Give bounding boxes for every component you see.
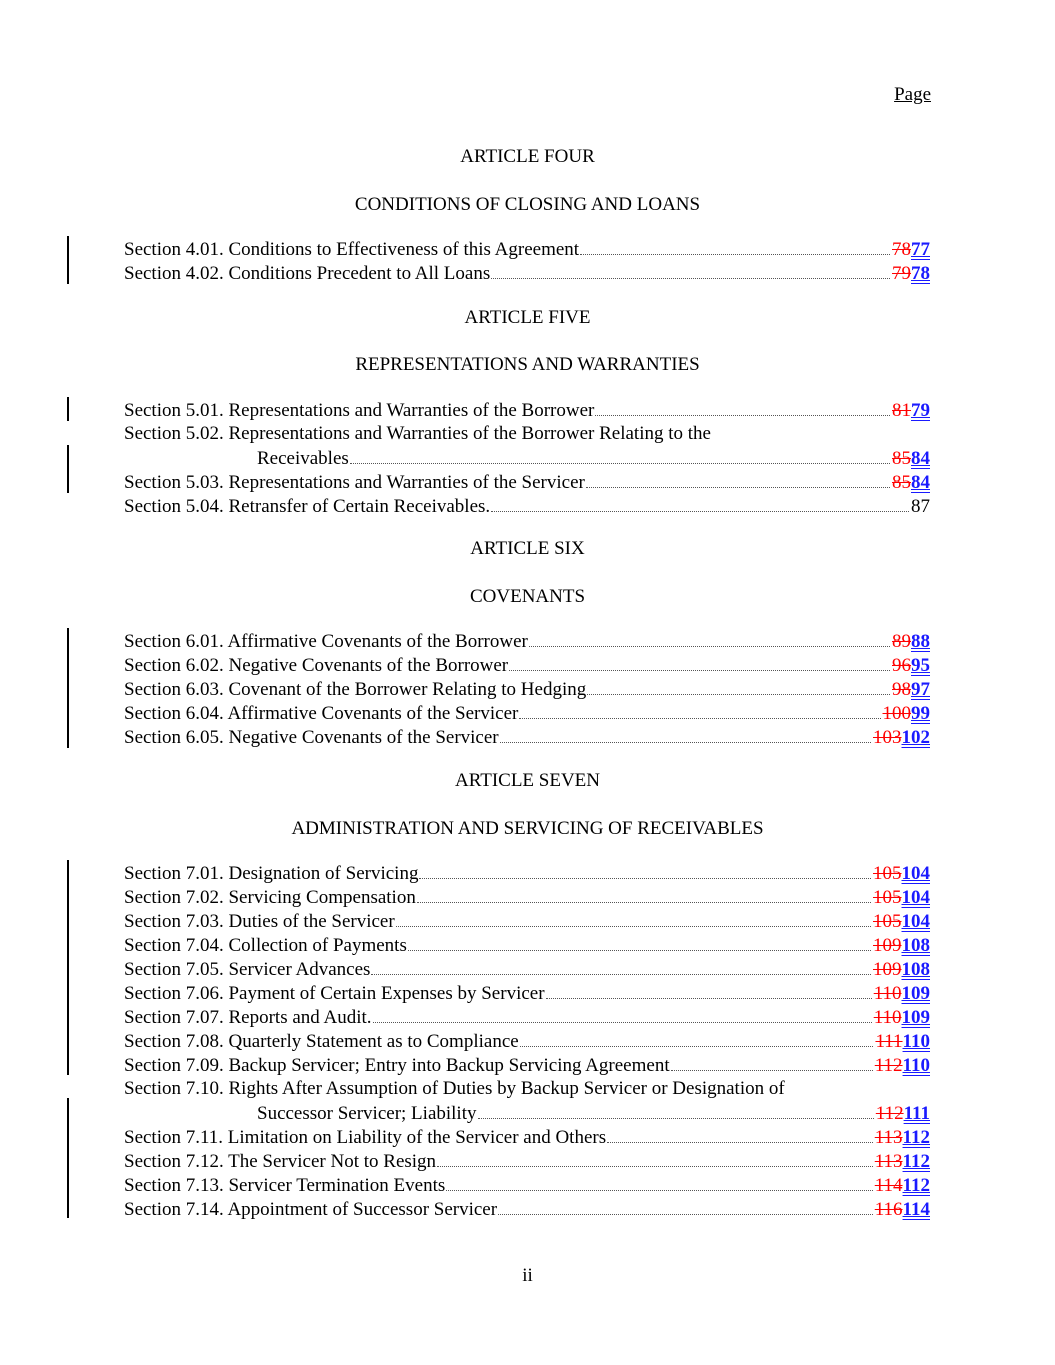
toc-entry-text: Section 6.04. Affirmative Covenants of the Servicer xyxy=(124,703,519,724)
inserted-page-number[interactable]: 77 xyxy=(911,239,930,260)
toc-entry[interactable] xyxy=(124,470,930,494)
dot-leader xyxy=(408,933,871,951)
dot-leader xyxy=(498,1197,873,1215)
dot-leader xyxy=(491,261,890,279)
inserted-page-number[interactable]: 111 xyxy=(903,1103,930,1124)
deleted-page-number: 100 xyxy=(882,703,911,724)
page-column-label: Page xyxy=(894,84,931,105)
dot-leader xyxy=(396,909,871,927)
inserted-page-number[interactable]: 95 xyxy=(911,655,930,676)
toc-entry[interactable] xyxy=(124,237,930,261)
toc-entry-text: Section 6.01. Affirmative Covenants of the Borrower xyxy=(124,631,528,652)
dot-leader xyxy=(371,957,871,975)
deleted-page-number: 105 xyxy=(873,887,902,908)
inserted-page-number[interactable]: 108 xyxy=(901,959,930,980)
toc-entry-text: Section 7.09. Backup Servicer; Entry into Backup Servicing Agreement xyxy=(124,1055,670,1076)
toc-entry[interactable] xyxy=(124,957,930,981)
inserted-page-number[interactable]: 88 xyxy=(911,631,930,652)
deleted-page-number: 114 xyxy=(874,1175,903,1196)
toc-entry-continuation[interactable] xyxy=(124,446,930,470)
dot-leader xyxy=(373,1005,872,1023)
deleted-page-number: 105 xyxy=(873,911,902,932)
deleted-page-number: 96 xyxy=(892,655,911,676)
dot-leader xyxy=(491,494,909,512)
inserted-page-number[interactable]: 84 xyxy=(911,472,930,493)
inserted-page-number[interactable]: 99 xyxy=(911,703,930,724)
toc-entry-text: Section 6.05. Negative Covenants of the Servicer xyxy=(124,727,499,748)
inserted-page-number[interactable]: 79 xyxy=(911,400,930,421)
toc-entry-text: Section 7.10. Rights After Assumption of Duties by Backup Servicer or Designation of xyxy=(124,1078,785,1099)
deleted-page-number: 79 xyxy=(892,263,911,284)
dot-leader xyxy=(520,1029,874,1047)
deleted-page-number: 89 xyxy=(892,631,911,652)
toc-entry-text: Section 7.02. Servicing Compensation xyxy=(124,887,416,908)
toc-entry[interactable] xyxy=(124,1053,930,1077)
article-heading: ARTICLE FOUR xyxy=(460,146,595,167)
inserted-page-number[interactable]: 110 xyxy=(902,1055,930,1076)
toc-entry[interactable] xyxy=(124,933,930,957)
dot-leader xyxy=(437,1149,873,1167)
deleted-page-number: 81 xyxy=(892,400,911,421)
toc-entry-text: Section 7.13. Servicer Termination Events xyxy=(124,1175,446,1196)
deleted-page-number: 116 xyxy=(874,1199,903,1220)
page-number[interactable]: 87 xyxy=(911,496,930,517)
toc-entry[interactable] xyxy=(124,701,930,725)
toc-entry[interactable] xyxy=(124,261,930,285)
dot-leader xyxy=(580,237,890,255)
toc-entry-text: Section 6.02. Negative Covenants of the Borrower xyxy=(124,655,509,676)
toc-entry[interactable] xyxy=(124,629,930,653)
deleted-page-number: 112 xyxy=(875,1103,904,1124)
toc-entry-text: Successor Servicer; Liability xyxy=(257,1103,477,1124)
deleted-page-number: 110 xyxy=(873,1007,902,1028)
toc-entry-text: Section 7.01. Designation of Servicing xyxy=(124,863,419,884)
toc-entry-text: Section 7.05. Servicer Advances xyxy=(124,959,371,980)
change-bar xyxy=(67,236,69,284)
deleted-page-number: 112 xyxy=(874,1055,903,1076)
footer-page-number: ii xyxy=(522,1265,533,1286)
toc-entry[interactable] xyxy=(124,1149,930,1173)
toc-entry[interactable] xyxy=(124,677,930,701)
article-heading: ARTICLE SEVEN xyxy=(454,770,601,791)
dot-leader xyxy=(529,629,890,647)
article-heading: ARTICLE SIX xyxy=(470,538,585,559)
dot-leader xyxy=(586,470,890,488)
toc-entry-text: Section 7.03. Duties of the Servicer xyxy=(124,911,395,932)
toc-entry[interactable] xyxy=(124,1005,930,1029)
change-bar xyxy=(67,1098,69,1218)
change-bar xyxy=(67,445,69,493)
toc-entry[interactable] xyxy=(124,494,930,518)
toc-entry-text: Section 5.03. Representations and Warranties of the Servicer xyxy=(124,472,585,493)
toc-entry-text: Section 5.02. Representations and Warranties of the Borrower Relating to the xyxy=(124,423,711,444)
toc-entry[interactable] xyxy=(124,1173,930,1197)
inserted-page-number[interactable]: 104 xyxy=(901,863,930,884)
toc-entry-continuation[interactable] xyxy=(124,1101,930,1125)
dot-leader xyxy=(587,677,890,695)
inserted-page-number[interactable]: 114 xyxy=(902,1199,930,1220)
article-title: REPRESENTATIONS AND WARRANTIES xyxy=(355,354,700,375)
dot-leader xyxy=(350,446,890,464)
toc-entry-text: Section 7.06. Payment of Certain Expenses by Servicer xyxy=(124,983,545,1004)
inserted-page-number[interactable]: 110 xyxy=(902,1031,930,1052)
deleted-page-number: 98 xyxy=(892,679,911,700)
inserted-page-number[interactable]: 112 xyxy=(902,1151,930,1172)
toc-entry[interactable] xyxy=(124,1077,930,1101)
toc-entry-text: Section 7.04. Collection of Payments xyxy=(124,935,407,956)
deleted-page-number: 113 xyxy=(874,1151,903,1172)
deleted-page-number: 109 xyxy=(873,935,902,956)
toc-entry[interactable] xyxy=(124,861,930,885)
dot-leader xyxy=(509,653,890,671)
article-title: ADMINISTRATION AND SERVICING OF RECEIVABLES xyxy=(291,818,764,839)
inserted-page-number[interactable]: 112 xyxy=(902,1127,930,1148)
inserted-page-number[interactable]: 109 xyxy=(901,1007,930,1028)
change-bar xyxy=(67,860,69,1075)
dot-leader xyxy=(478,1101,874,1119)
toc-entry[interactable] xyxy=(124,885,930,909)
dot-leader xyxy=(607,1125,873,1143)
toc-entry-text: Section 4.02. Conditions Precedent to All Loans xyxy=(124,263,491,284)
deleted-page-number: 105 xyxy=(873,863,902,884)
inserted-page-number[interactable]: 104 xyxy=(901,887,930,908)
toc-entry-text: Section 7.11. Limitation on Liability of the Servicer and Others xyxy=(124,1127,607,1148)
inserted-page-number[interactable]: 84 xyxy=(911,448,930,469)
dot-leader xyxy=(519,701,880,719)
dot-leader xyxy=(419,861,871,879)
toc-entry[interactable] xyxy=(124,1029,930,1053)
deleted-page-number: 103 xyxy=(873,727,902,748)
inserted-page-number[interactable]: 104 xyxy=(901,911,930,932)
dot-leader xyxy=(446,1173,873,1191)
deleted-page-number: 110 xyxy=(873,983,902,1004)
toc-entry-text: Section 5.01. Representations and Warranties of the Borrower xyxy=(124,400,595,421)
toc-entry[interactable] xyxy=(124,653,930,677)
deleted-page-number: 85 xyxy=(892,472,911,493)
change-bar xyxy=(67,628,69,748)
dot-leader xyxy=(417,885,871,903)
inserted-page-number[interactable]: 112 xyxy=(902,1175,930,1196)
deleted-page-number: 111 xyxy=(875,1031,903,1052)
toc-entry[interactable] xyxy=(124,981,930,1005)
toc-entry-text: Receivables xyxy=(257,448,349,469)
inserted-page-number[interactable]: 78 xyxy=(911,263,930,284)
inserted-page-number[interactable]: 108 xyxy=(901,935,930,956)
toc-entry-text: Section 7.07. Reports and Audit. xyxy=(124,1007,372,1028)
dot-leader xyxy=(595,398,890,416)
article-title: CONDITIONS OF CLOSING AND LOANS xyxy=(354,194,701,215)
toc-entry-text: Section 7.12. The Servicer Not to Resign xyxy=(124,1151,437,1172)
article-title: COVENANTS xyxy=(469,586,586,607)
deleted-page-number: 109 xyxy=(873,959,902,980)
toc-entry[interactable] xyxy=(124,422,930,446)
deleted-page-number: 113 xyxy=(874,1127,903,1148)
dot-leader xyxy=(500,725,871,743)
toc-entry[interactable] xyxy=(124,1125,930,1149)
article-heading: ARTICLE FIVE xyxy=(464,307,591,328)
toc-entry[interactable] xyxy=(124,1197,930,1221)
toc-entry-text: Section 7.14. Appointment of Successor Servicer xyxy=(124,1199,498,1220)
toc-entry[interactable] xyxy=(124,909,930,933)
toc-entry[interactable] xyxy=(124,725,930,749)
toc-entry-text: Section 4.01. Conditions to Effectiveness of this Agreement xyxy=(124,239,580,260)
deleted-page-number: 85 xyxy=(892,448,911,469)
toc-entry-text: Section 5.04. Retransfer of Certain Receivables. xyxy=(124,496,491,517)
inserted-page-number[interactable]: 97 xyxy=(911,679,930,700)
inserted-page-number[interactable]: 109 xyxy=(901,983,930,1004)
toc-entry-text: Section 6.03. Covenant of the Borrower Relating to Hedging xyxy=(124,679,587,700)
deleted-page-number: 78 xyxy=(892,239,911,260)
change-bar xyxy=(67,397,69,421)
dot-leader xyxy=(671,1053,873,1071)
toc-entry[interactable] xyxy=(124,398,930,422)
dot-leader xyxy=(546,981,872,999)
toc-entry-text: Section 7.08. Quarterly Statement as to Compliance xyxy=(124,1031,519,1052)
inserted-page-number[interactable]: 102 xyxy=(901,727,930,748)
